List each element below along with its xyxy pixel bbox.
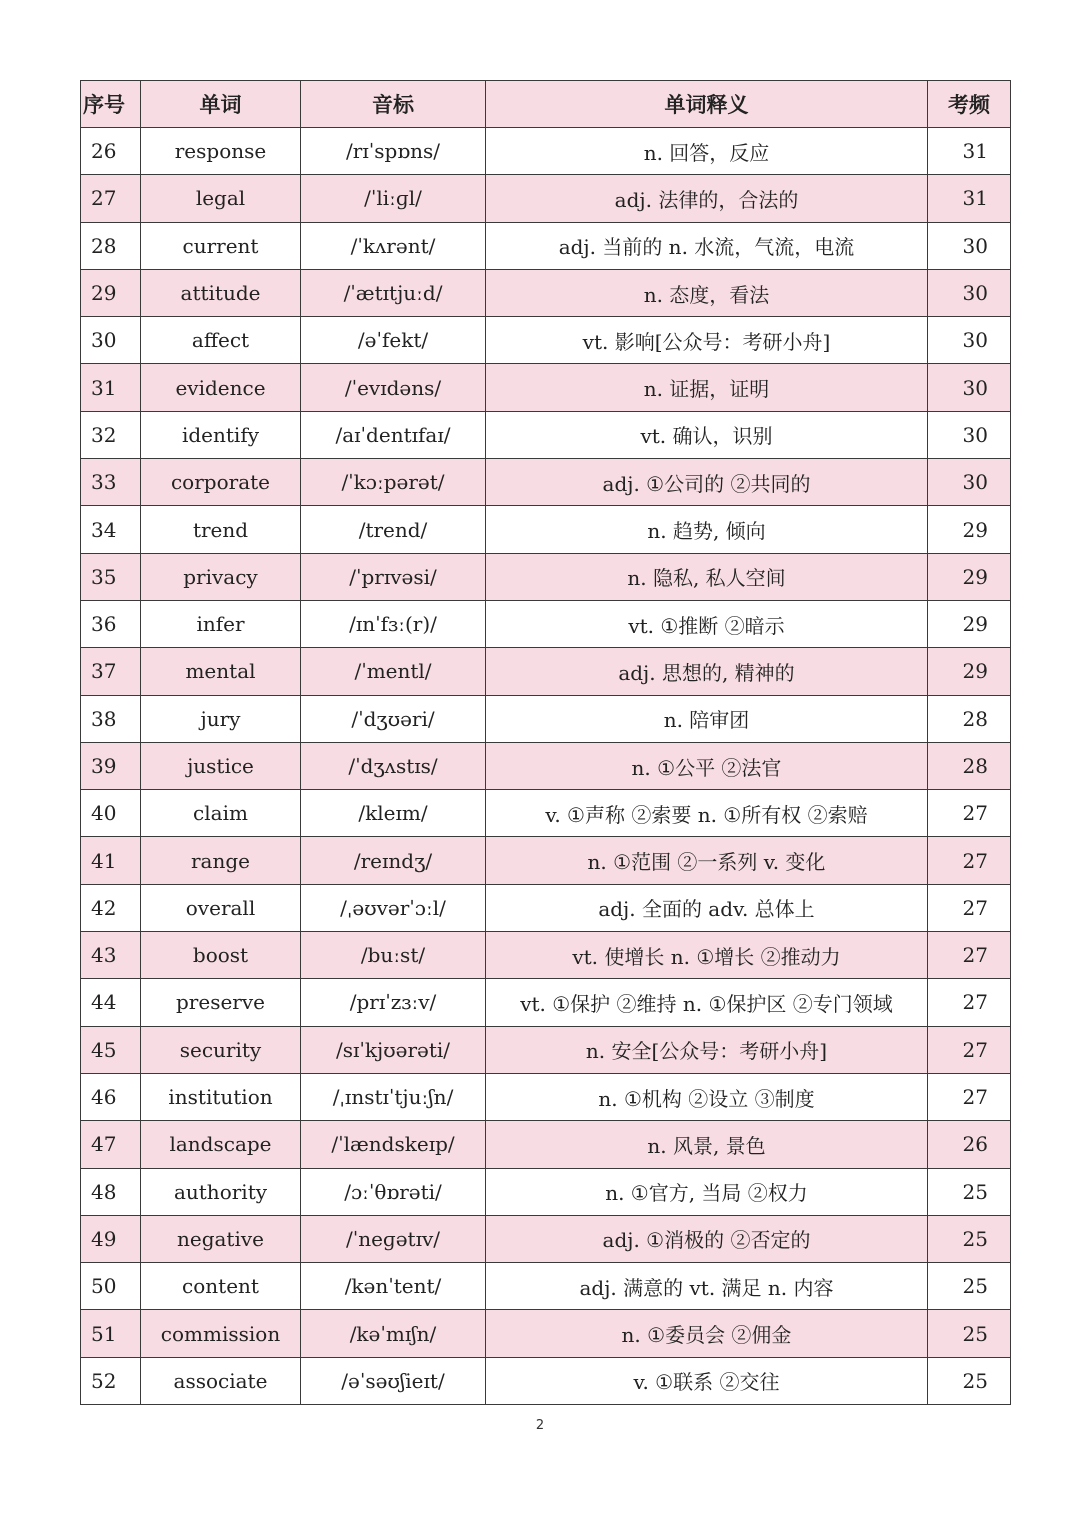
- cell-meaning: n. 证据，证明: [486, 364, 928, 411]
- table-row: [81, 979, 1011, 1026]
- cell-meaning: adj. 当前的 n. 水流，气流，电流: [486, 222, 928, 269]
- cell-no: 40: [81, 790, 141, 837]
- table-row: [81, 1026, 1011, 1073]
- cell-frequency: 27: [928, 1026, 1011, 1073]
- cell-meaning: adj. ①公司的 ②共同的: [486, 459, 928, 506]
- table-row: [81, 837, 1011, 884]
- table-row: [81, 1357, 1011, 1404]
- cell-meaning: n. 隐私, 私人空间: [486, 553, 928, 600]
- cell-meaning: adj. 法律的，合法的: [486, 175, 928, 222]
- cell-word: response: [141, 128, 301, 175]
- table-row: [81, 695, 1011, 742]
- table-row: [81, 600, 1011, 647]
- cell-word: institution: [141, 1073, 301, 1120]
- cell-word: associate: [141, 1357, 301, 1404]
- cell-no: 26: [81, 128, 141, 175]
- cell-no: 45: [81, 1026, 141, 1073]
- cell-phonetic: /prɪˈzɜːv/: [301, 979, 486, 1026]
- cell-meaning: n. ①委员会 ②佣金: [486, 1310, 928, 1357]
- cell-no: 52: [81, 1357, 141, 1404]
- cell-frequency: 25: [928, 1215, 1011, 1262]
- cell-phonetic: /ˈevɪdəns/: [301, 364, 486, 411]
- header-frequency: 考频: [928, 81, 1011, 128]
- cell-frequency: 30: [928, 222, 1011, 269]
- cell-no: 50: [81, 1263, 141, 1310]
- cell-word: landscape: [141, 1121, 301, 1168]
- cell-no: 44: [81, 979, 141, 1026]
- cell-word: boost: [141, 932, 301, 979]
- cell-frequency: 30: [928, 317, 1011, 364]
- cell-phonetic: /reɪndʒ/: [301, 837, 486, 884]
- table-row: [81, 790, 1011, 837]
- table-row: [81, 1121, 1011, 1168]
- cell-no: 37: [81, 648, 141, 695]
- table-row: [81, 364, 1011, 411]
- cell-word: current: [141, 222, 301, 269]
- cell-frequency: 27: [928, 979, 1011, 1026]
- cell-phonetic: /əˈfekt/: [301, 317, 486, 364]
- cell-phonetic: /ˈætɪtjuːd/: [301, 269, 486, 316]
- cell-meaning: n. 趋势, 倾向: [486, 506, 928, 553]
- cell-frequency: 31: [928, 128, 1011, 175]
- cell-word: infer: [141, 600, 301, 647]
- cell-phonetic: /rɪˈspɒns/: [301, 128, 486, 175]
- header-no: 序号: [81, 81, 141, 128]
- table-row: [81, 932, 1011, 979]
- cell-meaning: vt. 影响[公众号：考研小舟]: [486, 317, 928, 364]
- cell-frequency: 25: [928, 1168, 1011, 1215]
- cell-phonetic: /ˈkʌrənt/: [301, 222, 486, 269]
- table-row: [81, 648, 1011, 695]
- cell-frequency: 25: [928, 1263, 1011, 1310]
- cell-phonetic: /kənˈtent/: [301, 1263, 486, 1310]
- cell-no: 51: [81, 1310, 141, 1357]
- cell-frequency: 27: [928, 1073, 1011, 1120]
- cell-no: 30: [81, 317, 141, 364]
- cell-frequency: 29: [928, 600, 1011, 647]
- cell-phonetic: /ɪnˈfɜː(r)/: [301, 600, 486, 647]
- cell-frequency: 25: [928, 1357, 1011, 1404]
- cell-frequency: 31: [928, 175, 1011, 222]
- cell-no: 41: [81, 837, 141, 884]
- cell-word: trend: [141, 506, 301, 553]
- cell-no: 33: [81, 459, 141, 506]
- cell-meaning: n. 安全[公众号：考研小舟]: [486, 1026, 928, 1073]
- cell-phonetic: /əˈsəʊʃieɪt/: [301, 1357, 486, 1404]
- cell-phonetic: /ˈprɪvəsi/: [301, 553, 486, 600]
- cell-meaning: vt. 确认，识别: [486, 411, 928, 458]
- cell-no: 47: [81, 1121, 141, 1168]
- cell-phonetic: /kleɪm/: [301, 790, 486, 837]
- table-row: [81, 1168, 1011, 1215]
- cell-no: 46: [81, 1073, 141, 1120]
- table-row: [81, 506, 1011, 553]
- cell-meaning: n. ①官方, 当局 ②权力: [486, 1168, 928, 1215]
- cell-phonetic: /ˈliːɡl/: [301, 175, 486, 222]
- cell-frequency: 30: [928, 364, 1011, 411]
- table-row: [81, 128, 1011, 175]
- vocabulary-table: [80, 80, 1011, 1405]
- cell-no: 28: [81, 222, 141, 269]
- cell-word: overall: [141, 884, 301, 931]
- cell-phonetic: /ˈkɔːpərət/: [301, 459, 486, 506]
- table-row: [81, 553, 1011, 600]
- cell-meaning: v. ①声称 ②索要 n. ①所有权 ②索赔: [486, 790, 928, 837]
- cell-no: 32: [81, 411, 141, 458]
- cell-frequency: 29: [928, 506, 1011, 553]
- cell-meaning: v. ①联系 ②交往: [486, 1357, 928, 1404]
- table-body: [81, 128, 1011, 1405]
- cell-meaning: n. 态度，看法: [486, 269, 928, 316]
- cell-word: justice: [141, 742, 301, 789]
- cell-phonetic: /ˈmentl/: [301, 648, 486, 695]
- cell-frequency: 30: [928, 459, 1011, 506]
- cell-no: 38: [81, 695, 141, 742]
- cell-phonetic: /trend/: [301, 506, 486, 553]
- table-row: [81, 459, 1011, 506]
- cell-phonetic: /buːst/: [301, 932, 486, 979]
- cell-word: content: [141, 1263, 301, 1310]
- cell-phonetic: /kəˈmɪʃn/: [301, 1310, 486, 1357]
- cell-no: 39: [81, 742, 141, 789]
- cell-word: preserve: [141, 979, 301, 1026]
- table-row: [81, 742, 1011, 789]
- cell-meaning: n. 回答，反应: [486, 128, 928, 175]
- cell-word: security: [141, 1026, 301, 1073]
- cell-meaning: n. 陪审团: [486, 695, 928, 742]
- page-number: 2: [535, 1418, 545, 1433]
- cell-phonetic: /sɪˈkjʊərəti/: [301, 1026, 486, 1073]
- cell-no: 49: [81, 1215, 141, 1262]
- cell-meaning: n. ①机构 ②设立 ③制度: [486, 1073, 928, 1120]
- cell-no: 34: [81, 506, 141, 553]
- cell-frequency: 28: [928, 695, 1011, 742]
- cell-word: claim: [141, 790, 301, 837]
- cell-no: 48: [81, 1168, 141, 1215]
- cell-phonetic: /aɪˈdentɪfaɪ/: [301, 411, 486, 458]
- cell-meaning: n. ①公平 ②法官: [486, 742, 928, 789]
- cell-word: corporate: [141, 459, 301, 506]
- cell-frequency: 29: [928, 648, 1011, 695]
- cell-meaning: adj. 满意的 vt. 满足 n. 内容: [486, 1263, 928, 1310]
- cell-phonetic: /ˈneɡətɪv/: [301, 1215, 486, 1262]
- cell-meaning: vt. ①保护 ②维持 n. ①保护区 ②专门领域: [486, 979, 928, 1026]
- cell-frequency: 27: [928, 884, 1011, 931]
- table-row: [81, 317, 1011, 364]
- table-row: [81, 1215, 1011, 1262]
- cell-meaning: n. ①范围 ②一系列 v. 变化: [486, 837, 928, 884]
- header-meaning: 单词释义: [486, 81, 928, 128]
- header-word: 单词: [141, 81, 301, 128]
- cell-word: jury: [141, 695, 301, 742]
- cell-word: privacy: [141, 553, 301, 600]
- cell-word: commission: [141, 1310, 301, 1357]
- cell-frequency: 28: [928, 742, 1011, 789]
- cell-word: authority: [141, 1168, 301, 1215]
- cell-meaning: adj. ①消极的 ②否定的: [486, 1215, 928, 1262]
- cell-phonetic: /ˌɪnstɪˈtjuːʃn/: [301, 1073, 486, 1120]
- cell-word: identify: [141, 411, 301, 458]
- cell-frequency: 30: [928, 411, 1011, 458]
- cell-no: 29: [81, 269, 141, 316]
- table-row: [81, 269, 1011, 316]
- cell-frequency: 30: [928, 269, 1011, 316]
- cell-phonetic: /ˌəʊvərˈɔːl/: [301, 884, 486, 931]
- table-row: [81, 222, 1011, 269]
- cell-phonetic: /ˈlændskeɪp/: [301, 1121, 486, 1168]
- cell-word: negative: [141, 1215, 301, 1262]
- table-row: [81, 411, 1011, 458]
- cell-meaning: vt. 使增长 n. ①增长 ②推动力: [486, 932, 928, 979]
- table-row: [81, 1073, 1011, 1120]
- cell-word: mental: [141, 648, 301, 695]
- cell-phonetic: /ɔːˈθɒrəti/: [301, 1168, 486, 1215]
- header-row: [81, 81, 1011, 128]
- cell-word: range: [141, 837, 301, 884]
- cell-phonetic: /ˈdʒʊəri/: [301, 695, 486, 742]
- cell-frequency: 29: [928, 553, 1011, 600]
- cell-meaning: vt. ①推断 ②暗示: [486, 600, 928, 647]
- cell-no: 42: [81, 884, 141, 931]
- cell-word: legal: [141, 175, 301, 222]
- cell-phonetic: /ˈdʒʌstɪs/: [301, 742, 486, 789]
- cell-no: 35: [81, 553, 141, 600]
- table-row: [81, 175, 1011, 222]
- cell-word: evidence: [141, 364, 301, 411]
- table-row: [81, 1310, 1011, 1357]
- cell-frequency: 26: [928, 1121, 1011, 1168]
- cell-no: 31: [81, 364, 141, 411]
- cell-word: attitude: [141, 269, 301, 316]
- cell-frequency: 27: [928, 790, 1011, 837]
- cell-frequency: 25: [928, 1310, 1011, 1357]
- cell-no: 27: [81, 175, 141, 222]
- cell-no: 43: [81, 932, 141, 979]
- cell-meaning: adj. 思想的, 精神的: [486, 648, 928, 695]
- cell-word: affect: [141, 317, 301, 364]
- table-row: [81, 1263, 1011, 1310]
- header-phonetic: 音标: [301, 81, 486, 128]
- cell-frequency: 27: [928, 932, 1011, 979]
- cell-frequency: 27: [928, 837, 1011, 884]
- table-row: [81, 884, 1011, 931]
- cell-meaning: n. 风景, 景色: [486, 1121, 928, 1168]
- cell-meaning: adj. 全面的 adv. 总体上: [486, 884, 928, 931]
- cell-no: 36: [81, 600, 141, 647]
